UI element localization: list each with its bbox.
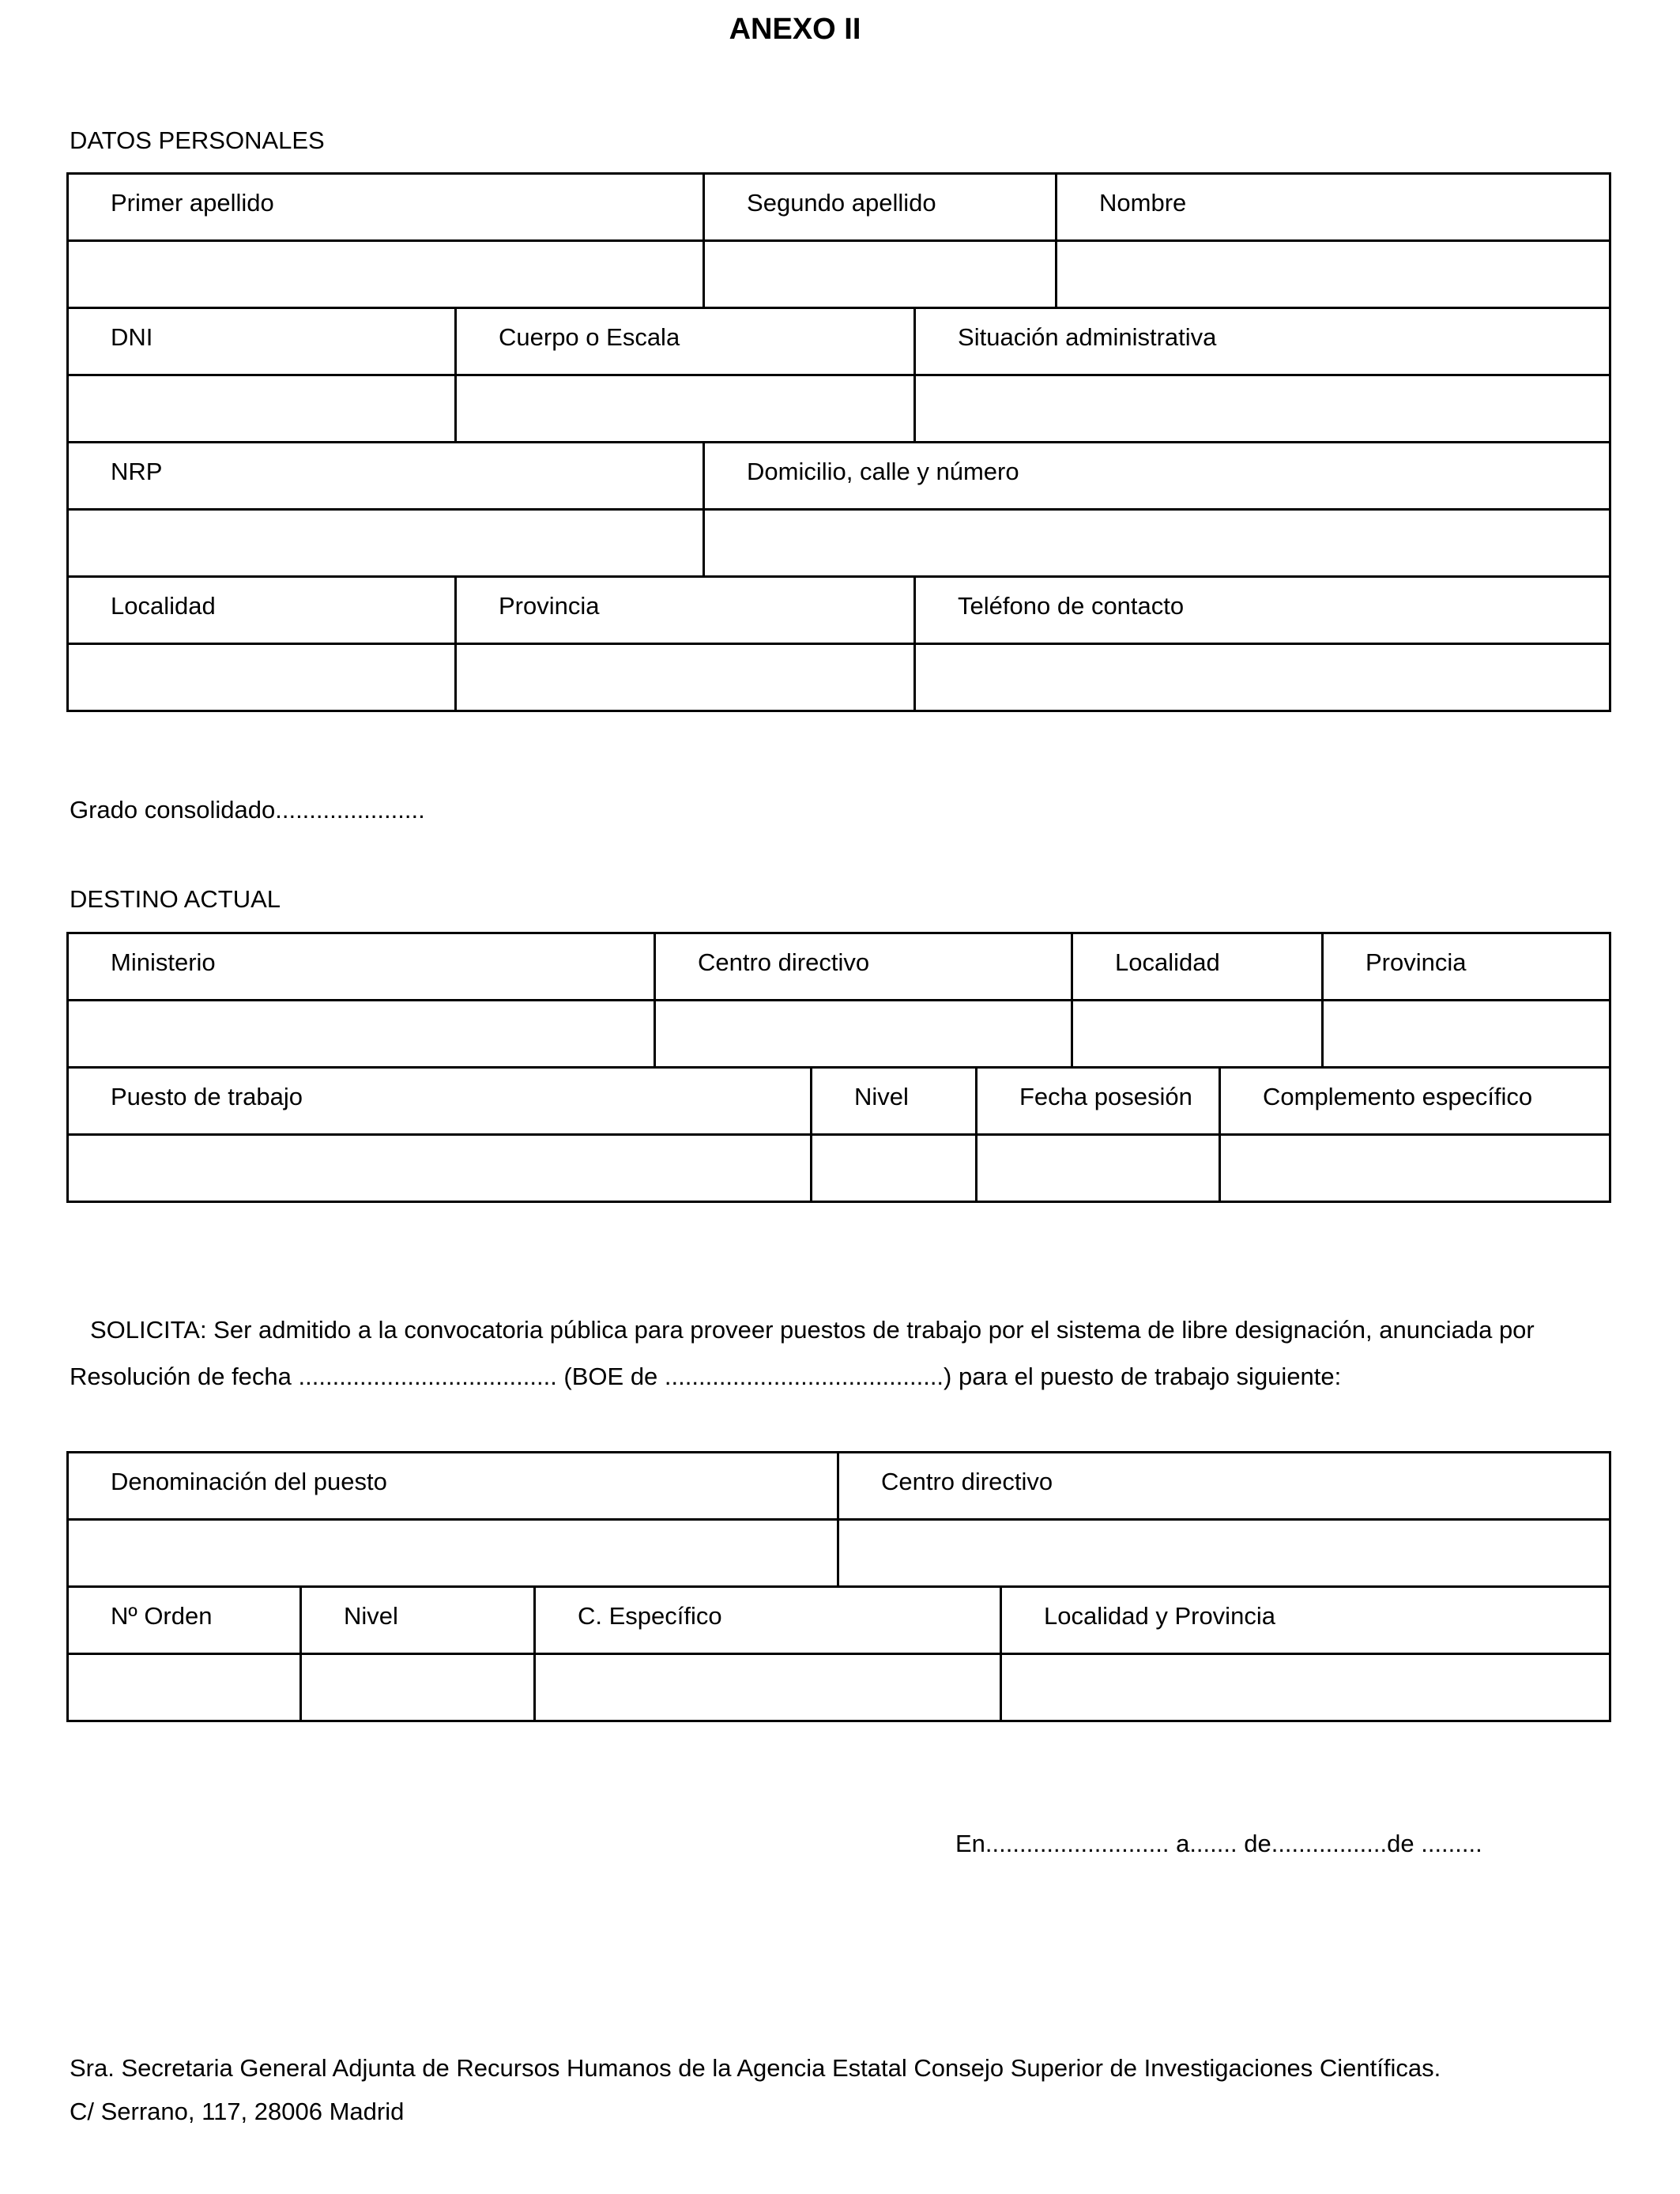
label-ministerio: Ministerio [68, 933, 655, 1001]
field-nivel[interactable] [301, 1654, 535, 1721]
label-centro-directivo: Centro directivo [838, 1453, 1610, 1520]
label-provincia: Provincia [1323, 933, 1610, 1001]
table-row [68, 1520, 1610, 1587]
field-cuerpo-escala[interactable] [456, 375, 915, 443]
label-numero-orden: Nº Orden [68, 1587, 301, 1654]
label-telefono: Teléfono de contacto [915, 577, 1610, 644]
destinatario-address: C/ Serrano, 117, 28006 Madrid [70, 2098, 405, 2125]
destino-actual-table [66, 932, 1611, 1203]
datos-personales-table [66, 172, 1611, 712]
field-ministerio[interactable] [68, 1001, 655, 1068]
field-localidad[interactable] [1072, 1001, 1323, 1068]
destinatario-line-1: Sra. Secretaria General Adjunta de Recursos Humanos de la Agencia Estatal Consejo Superior de Investigaciones Científicas. [70, 2054, 1441, 2082]
table-row [68, 1068, 1610, 1135]
solicita-paragraph: SOLICITA: Ser admitido a la convocatoria pública para proveer puestos de trabajo por el sistema de libre designación, anunciada por Resolución de fecha ...................................... (BOE de .........................................) para el puesto de trabajo siguiente: [70, 1316, 1535, 1390]
table-row [68, 1135, 1610, 1202]
table-row [68, 933, 1610, 1001]
label-centro-directivo: Centro directivo [655, 933, 1072, 1001]
table-row [68, 1453, 1610, 1520]
label-nivel: Nivel [301, 1587, 535, 1654]
label-segundo-apellido: Segundo apellido [704, 174, 1057, 241]
field-nombre[interactable] [1057, 241, 1610, 308]
table-row [68, 1654, 1610, 1721]
field-dni[interactable] [68, 375, 456, 443]
label-nivel: Nivel [812, 1068, 977, 1135]
label-puesto-trabajo: Puesto de trabajo [68, 1068, 812, 1135]
field-situacion-administrativa[interactable] [915, 375, 1610, 443]
label-denominacion-puesto: Denominación del puesto [68, 1453, 838, 1520]
label-cuerpo-escala: Cuerpo o Escala [456, 308, 915, 375]
field-puesto-trabajo[interactable] [68, 1135, 812, 1202]
field-segundo-apellido[interactable] [704, 241, 1057, 308]
grado-consolidado: Grado consolidado...................... [70, 796, 425, 824]
label-complemento-especifico: Complemento específico [1220, 1068, 1610, 1135]
field-fecha-posesion[interactable] [977, 1135, 1220, 1202]
lugar-fecha-line: En........................... a....... de.................de ......... [955, 1830, 1482, 1857]
table-row [68, 241, 1610, 308]
label-c-especifico: C. Específico [535, 1587, 1001, 1654]
field-nivel[interactable] [812, 1135, 977, 1202]
label-nrp: NRP [68, 443, 704, 510]
label-primer-apellido: Primer apellido [68, 174, 704, 241]
label-nombre: Nombre [1057, 174, 1610, 241]
document-title: ANEXO II [729, 13, 861, 46]
puesto-solicitado-table [66, 1451, 1611, 1722]
field-provincia[interactable] [1323, 1001, 1610, 1068]
label-localidad: Localidad [1072, 933, 1323, 1001]
label-localidad-provincia: Localidad y Provincia [1001, 1587, 1610, 1654]
field-provincia[interactable] [456, 644, 915, 711]
table-row [68, 308, 1610, 375]
section-heading-datos-personales: DATOS PERSONALES [70, 126, 325, 154]
label-situacion-administrativa: Situación administrativa [915, 308, 1610, 375]
field-centro-directivo[interactable] [838, 1520, 1610, 1587]
field-localidad[interactable] [68, 644, 456, 711]
field-nrp[interactable] [68, 510, 704, 577]
table-row [68, 510, 1610, 577]
table-row [68, 443, 1610, 510]
field-denominacion-puesto[interactable] [68, 1520, 838, 1587]
table-row [68, 644, 1610, 711]
field-telefono[interactable] [915, 644, 1610, 711]
field-numero-orden[interactable] [68, 1654, 301, 1721]
field-c-especifico[interactable] [535, 1654, 1001, 1721]
label-dni: DNI [68, 308, 456, 375]
field-primer-apellido[interactable] [68, 241, 704, 308]
field-localidad-provincia[interactable] [1001, 1654, 1610, 1721]
label-domicilio: Domicilio, calle y número [704, 443, 1610, 510]
section-heading-destino-actual: DESTINO ACTUAL [70, 885, 281, 913]
table-row [68, 1001, 1610, 1068]
label-localidad: Localidad [68, 577, 456, 644]
table-row [68, 1587, 1610, 1654]
label-provincia: Provincia [456, 577, 915, 644]
table-row [68, 375, 1610, 443]
label-fecha-posesion: Fecha posesión [977, 1068, 1220, 1135]
field-centro-directivo[interactable] [655, 1001, 1072, 1068]
table-row [68, 577, 1610, 644]
table-row [68, 174, 1610, 241]
field-complemento-especifico[interactable] [1220, 1135, 1610, 1202]
field-domicilio[interactable] [704, 510, 1610, 577]
